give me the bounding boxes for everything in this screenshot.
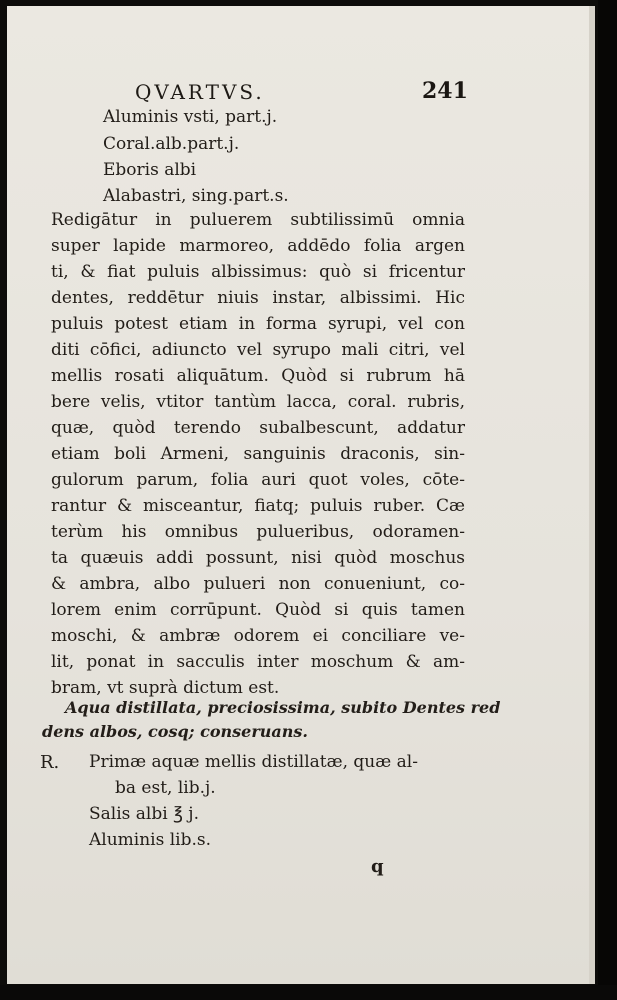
body-line: bere velis, vtitor tantùm lacca, coral. rubris, — [51, 392, 465, 412]
section-heading: Aqua distillata, preciosissima, subito Dentes red — [65, 698, 501, 717]
recipe-mark: R. — [40, 752, 60, 773]
scan-bottom-edge — [0, 985, 617, 1000]
prescription-line: ba est, lib.j. — [115, 778, 216, 798]
prescription-line: Primæ aquæ mellis distillatæ, quæ al- — [89, 752, 418, 772]
recipe-item: Eboris albi — [103, 160, 197, 180]
section-heading: dens albos, cosq; conseruans. — [42, 722, 308, 741]
body-line: diti cōfici, adiuncto vel syrupo mali citri, vel — [51, 340, 465, 360]
body-line: mellis rosati aliquātum. Quòd si rubrum hā — [51, 366, 465, 386]
body-line: bram, vt suprà dictum est. — [51, 678, 280, 698]
prescription-line: Salis albi ℥ j. — [89, 804, 199, 824]
page-number: 241 — [422, 78, 468, 104]
body-line: ti, & fiat puluis albissimus: quò si fricentur — [51, 262, 465, 282]
body-line: lorem enim corrūpunt. Quòd si quis tamen — [51, 600, 465, 620]
recipe-item: Aluminis vsti, part.j. — [103, 107, 278, 127]
body-line: ta quæuis addi possunt, nisi quòd moschus — [51, 548, 465, 568]
body-line: quæ, quòd terendo subalbescunt, addatur — [51, 418, 465, 438]
body-line: puluis potest etiam in forma syrupi, vel con — [51, 314, 465, 334]
body-line: super lapide marmoreo, addēdo folia argen — [51, 236, 465, 256]
recipe-item: Alabastri, sing.part.s. — [103, 186, 289, 206]
body-line: & ambra, albo pulueri non conueniunt, co- — [51, 574, 465, 594]
book-page — [7, 6, 595, 984]
recipe-item: Coral.alb.part.j. — [103, 134, 240, 154]
scan-edge-shadow — [598, 0, 617, 1000]
body-line: Redigātur in puluerem subtilissimū omnia — [51, 210, 465, 230]
body-line: gulorum parum, folia auri quot voles, cōte- — [51, 470, 465, 490]
prescription-line: Aluminis lib.s. — [89, 830, 212, 850]
signature-mark: q — [371, 856, 384, 877]
body-line: lit, ponat in sacculis inter moschum & am- — [51, 652, 465, 672]
body-line: rantur & misceantur, fiatq; puluis ruber. Cæ — [51, 496, 465, 516]
running-head: QVARTVS. — [135, 80, 265, 104]
body-line: moschi, & ambræ odorem ei conciliare ve- — [51, 626, 465, 646]
body-line: dentes, reddētur niuis instar, albissimi. Hic — [51, 288, 465, 308]
body-line: etiam boli Armeni, sanguinis draconis, sin- — [51, 444, 465, 464]
body-line: terùm his omnibus pulueribus, odoramen- — [51, 522, 465, 542]
